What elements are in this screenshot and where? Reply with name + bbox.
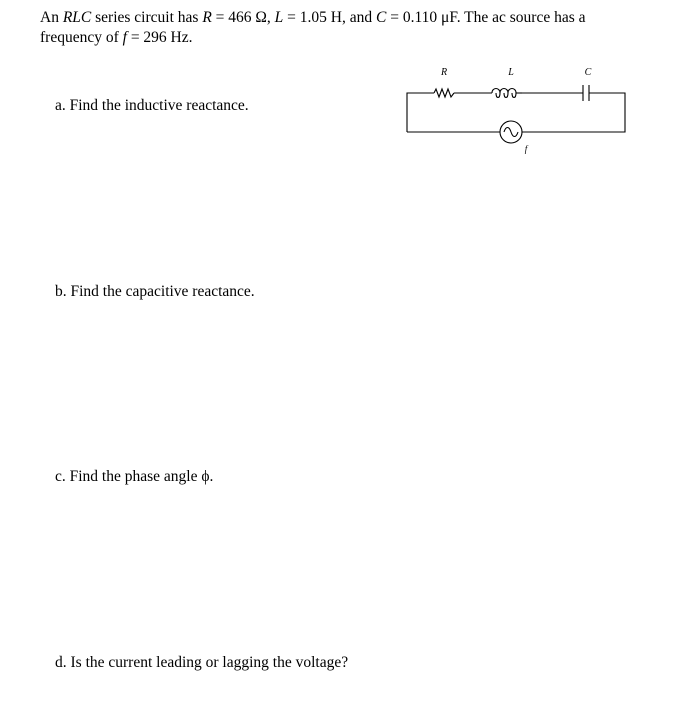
series-text: series circuit has [95,9,199,26]
intro-text: An [40,9,59,26]
inductor-icon [492,89,522,98]
frequency-symbol: f [122,29,127,46]
frequency-value: = 296 Hz. [130,29,193,46]
inductance-value: = 1.05 H, and [287,9,373,26]
problem-statement [40,8,640,48]
source-frequency-label: f [524,144,528,154]
circuit-type: RLC [62,9,92,26]
ac-source-icon [500,121,522,143]
inductor-label: L [508,67,514,78]
part-d-question: d. Is the current leading or lagging the voltage? [55,654,349,671]
capacitor-icon [583,85,589,101]
capacitor-label: C [584,67,592,78]
part-b-question: b. Find the capacitive reactance. [55,283,255,300]
wire-top-left [407,93,434,132]
resistor-icon [434,89,454,97]
capacitance-value: = 0.110 μF. The ac source has a [390,9,586,26]
problem-line-1 [40,8,640,28]
rlc-circuit-diagram [400,60,635,160]
resistance-symbol: R [202,9,212,26]
capacitance-symbol: C [376,9,387,26]
resistance-value: = 466 Ω, [215,9,271,26]
part-c-question: c. Find the phase angle ϕ. [55,468,214,485]
frequency-text: frequency of [40,29,119,46]
part-a-question: a. Find the inductive reactance. [55,97,249,114]
wire-right-bottom [522,93,625,132]
inductance-symbol: L [274,9,284,26]
problem-line-2 [40,28,640,48]
resistor-label: R [440,67,448,78]
